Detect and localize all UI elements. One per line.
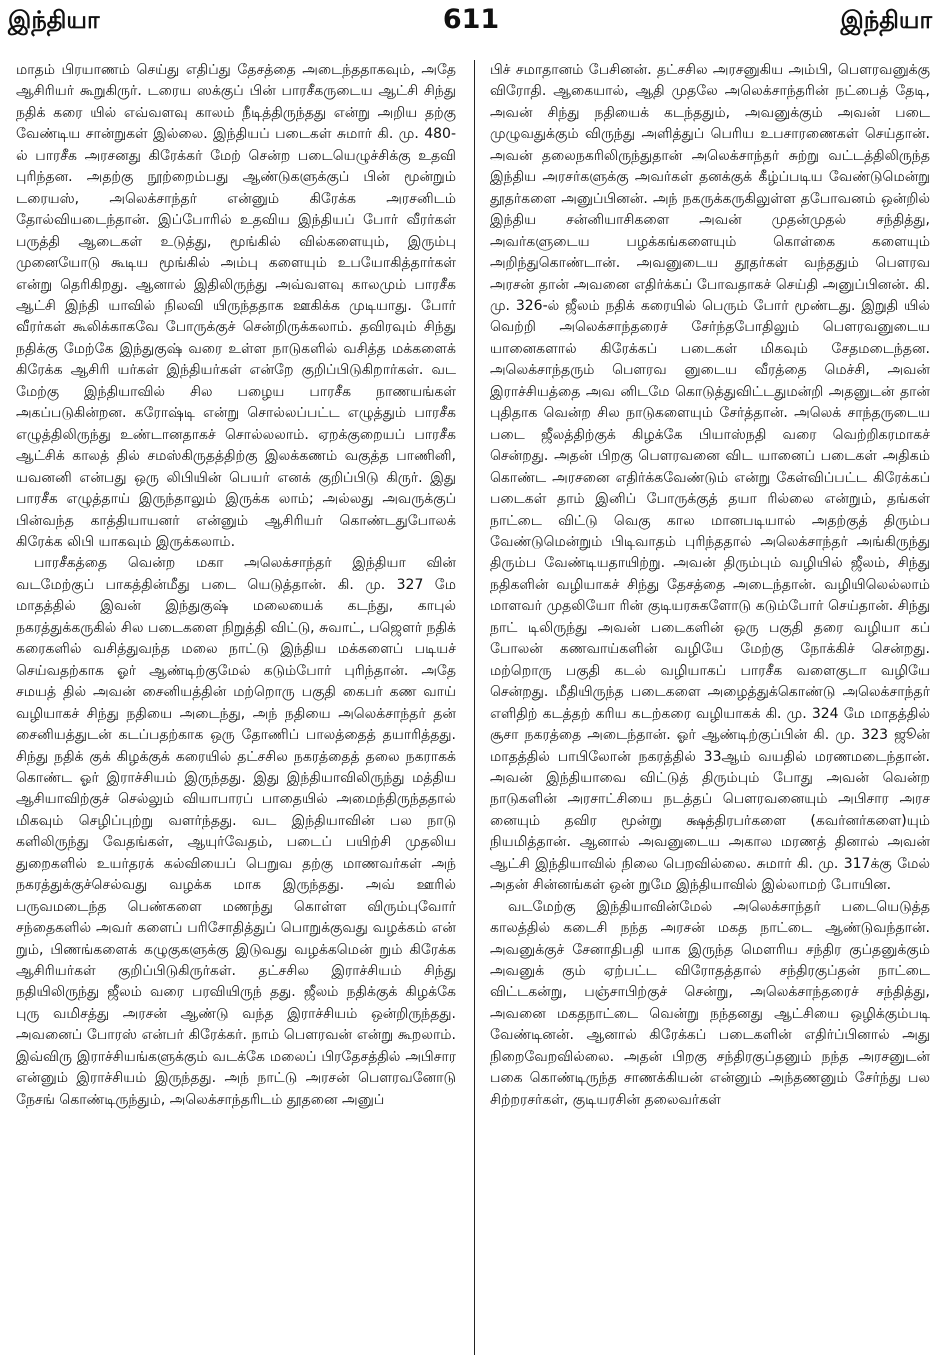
header-right-title: இந்தியா	[840, 6, 932, 34]
right-paragraph-2: வடமேற்கு இந்தியாவின்மேல் அலெக்சாந்தர் படையெடுத்த காலத்தில் கடைசி நந்த அரசன் மகத நாட்டை ஆண்டுவந்தான். அவனுக்குச் சேனாதிபதி யாக இருந்த மௌரிய சந்திர குப்தனுக்கும் அவனுக் கும் ஏற்பட்ட விரோதத்தால் சந்திரகுப்தன் நாட்டை விட்டகன்று, பஞ்சாபிற்குச் சென்று, அலெக்சாந்தரைச் சந்தித்து, அவனை மகதநாட்டை வென்று நந்தனது ஆட்சியை ஒழிக்கும்படி வேண்டினன். ஆனால் கிரேக்கப் படைகளின் எதிர்ப்பினால் அது நிறைவேறவில்லை. அதன் பிறகு சந்திரகுப்தனும் நந்த அரசனுடன் பகை கொண்டிருந்த சாணக்கியன் என்னும் அந்தணனும் சேர்ந்து பல சிற்றரசர்கள், குடியரசின் தலைவர்கள்	[490, 898, 930, 1108]
column-divider	[474, 60, 475, 1355]
page-header	[0, 0, 942, 48]
left-paragraph-2: பாரசீகத்தை வென்ற மகா அலெக்சாந்தர் இந்தியா வின் வடமேற்குப் பாகத்தின்மீது படை யெடுத்தான். கி. மு. 327 மே மாதத்தில் இவன் இந்துகுஷ் மலையைக் கடந்து, காபுல் நகரத்துக்கருகில் சில படைகளை நிறுத்தி விட்டு, சுவாட், பஜௌர் நதிக் கரைகளில் வசித்துவந்த மலை நாட்டு இந்திய மக்களைப் படியச் செய்வதற்காக ஓர் ஆண்டிற்குமேல் கடும்போர் புரிந்தான். அதே சமயத் தில் அவன் சைனியத்தின் மற்றொரு பகுதி கைபர் கண வாய் வழியாகச் சிந்து நதியை அடைந்து, அந் நதியை அலெக்சாந்தர் தன் சைனியத்துடன் கடப்பதற்காக ஒரு தோணிப் பாலத்தைத் தயாரித்தது. சிந்து நதிக் குக் கிழக்குக் கரையில் தட்சசில நகரத்தைத் தலை நகராகக் கொண்ட ஓர் இராச்சியம் இருந்தது. இது இந்தியாவிலிருந்து மத்திய ஆசியாவிற்குச் செல்லும் வியாபாரப் பாதையில் அமைந்திருந்ததால் மிகவும் செழிப்புற்று வளர்ந்தது. வட இந்தியாவின் பல நாடு களிலிருந்து வேதங்கள், ஆயுர்வேதம், படைப் பயிற்சி முதலிய துறைகளில் உயர்தரக் கல்வியைப் பெறுவ தற்கு மாணவர்கள் அந் நகரத்துக்குச்செல்வது வழக்க மாக இருந்தது. அவ் ஊரில் பருவமடைந்த பெண்களை மணந்து கொள்ள விரும்புவோர் சந்தைகளில் அவர் களைப் பரிசோதித்துப் பொறுக்குவது வழக்கம் என் றும், பிணங்களைக் கழுகுகளுக்கு இடுவது வழக்கமென் றும் கிரேக்க ஆசிரியர்கள் குறிப்பிடுகிருர்கள். தட்சசில இராச்சியம் சிந்து நதியிலிருந்து ஜீலம் வரை பரவியிருந் தது. ஜீலம் நதிக்குக் கிழக்கே புரு வமிசத்து அரசன் ஆண்டு வந்த இராச்சியம் ஒன்றிருந்தது. அவனைப் போரஸ் என்பர் கிரேக்கர். நாம் பௌரவன் என்று கூறலாம். இவ்விரு இராச்சியங்களுக்கும் வடக்கே மலைப் பிரதேசத்தில் அபிசார என்னும் இராச்சியம் இருந்தது. அந் நாட்டு அரசன் பௌரவனோடு நேசங் கொண்டிருந்தும், அலெக்சாந்தரிடம் தூதனை அனுப்	[16, 555, 456, 1108]
header-left-title: இந்தியா	[8, 6, 100, 34]
left-paragraph-1: மாதம் பிரயாணம் செய்து எதிப்து தேசத்தை அடைந்ததாகவும், அதே ஆசிரியர் கூறுகிருர். டரைய ஸக்குப் பின் பாரசீகருடைய ஆட்சி சிந்து நதிக் கரை யில் எவ்வளவு காலம் நீடித்திருந்தது என்று அறிய தற்கு வேண்டிய சான்றுகள் இல்லை. இந்தியப் படைகள் சுமார் கி. மு. 480-ல் பாரசீக அரசனது கிரேக்கர் மேற் சென்ற படையெழுச்சிக்கு உதவி புரிந்தன. அதற்கு நூற்றைம்பது ஆண்டுகளுக்குப் பின் மூன்றும் டரையஸ், அலெக்சாந்தர் என்னும் கிரேக்க அரசனிடம் தோல்வியடைந்தான். இப்போரில் உதவிய இந்தியப் போர் வீரர்கள் பருத்தி ஆடைகள் உடுத்து, மூங்கில் வில்களையும், இரும்பு முனையோடு கூடிய மூங்கில் அம்பு களையும் உபயோகித்தார்கள் என்று தெரிகிறது. ஆனால் இதிலிருந்து அவ்வளவு காலமும் பாரசீக ஆட்சி இந்தி யாவில் நிலவி யிருந்ததாக ஊகிக்க முடியாது. போர் வீரர்கள் கூலிக்காகவே போருக்குச் சென்றிருக்கலாம். தவிரவும் சிந்து நதிக்கு மேற்கே இந்துகுஷ் வரை உள்ள நாடுகளில் வசித்த மக்களைக் கிரேக்க ஆசிரி யர்கள் இந்தியர்கள் என்றே குறிப்பிடுகிறார்கள். வட மேற்கு இந்தியாவில் சில பழைய பாரசீக நாணயங்கள் அகப்படுகின்றன. கரோஷ்டி என்று சொல்லப்பட்ட எழுத்தும் பாரசீக எழுத்திலிருந்து உண்டானதாகச் சொல்லலாம். ஏறக்குறையப் பாரசீக ஆட்சிக் காலத் தில் சமஸ்கிருதத்திற்கு இலக்கணம் வகுத்த பாணினி, யவனனி என்பது ஒரு லிபியின் பெயர் எனக் குறிப்பிடு கிருர். இது பாரசீக எழுத்தாய் இருந்தாலும் இருக்க லாம்; அல்லது அவருக்குப் பின்வந்த காத்தியாயனர் என்னும் ஆசிரியர் கொண்டதுபோலக் கிரேக்க லிபி யாகவும் இருக்கலாம்.	[16, 62, 456, 550]
right-paragraph-1: பிச் சமாதானம் பேசினன். தட்சசில அரசனுகிய அம்பி, பௌரவனுக்கு விரோதி. ஆகையால், ஆதி முதலே அலெக்சாந்தரின் நட்பைத் தேடி, அவன் சிந்து நதியைக் கடந்ததும், அவனுக்கும் அவன் படை முழுவதுக்கும் விருந்து அளித்துப் பெரிய உபசாரணைகள் செய்தான். அவன் தலைநகரிலிருந்துதான் அலெக்சாந்தர் சுற்று வட்டத்திலிருந்த இந்திய அரசர்களுக்கு அவர்கள் தனக்குக் கீழ்ப்படிய வேண்டுமென்று தூதர்களை அனுப்பினன். அந் நகருக்கருகிலுள்ள தபோவனம் ஒன்றில் இந்திய சன்னியாசிகளை அவன் முதன்முதல் சந்தித்து, அவர்களுடைய பழக்கங்களையும் கொள்கை களையும் அறிந்துகொண்டான். அவனுடைய தூதர்கள் வந்ததும் பௌரவ அரசன் தான் அவனை எதிர்க்கப் போவதாகச் செய்தி அனுப்பினன். கி. மு. 326-ல் ஜீலம் நதிக் கரையில் பெரும் போர் மூண்டது. இறுதி யில் வெற்றி அலெக்சாந்தரைச் சேர்ந்தபோதிலும் பௌரவனுடைய யானைகளால் கிரேக்கப் படைகள் மிகவும் சேதமடைந்தன. அலெக்சாந்தரும் பௌரவ னுடைய வீரத்தை மெச்சி, அவன் இராச்சியத்தை அவ னிடமே கொடுத்துவிட்டதுமன்றி அதனுடன் தான் புதிதாக வென்ற சில நாடுகளையும் சேர்த்தான். அலெக் சாந்தருடைய படை ஜீலத்திற்குக் கிழக்கே பியாஸ்நதி வரை வெற்றிகரமாகச் சென்றது. அதன் பிறகு பௌரவனை விட யானைப் படைகள் அதிகம் கொண்ட அரசனை எதிர்க்கவேண்டும் என்று கேள்விப்பட்ட கிரேக்கப் படைகள் தாம் இனிப் போருக்குத் தயா ரில்லை என்றும், தங்கள் நாட்டை விட்டு வெகு கால மானபடியால் அதற்குத் திரும்ப வேண்டுமென்றும் பிடிவாதம் புரிந்ததால் அலெக்சாந்தர் அங்கிருந்து திரும்ப வேண்டியதாயிற்று. அவன் திரும்பும் வழியில் ஜீலம், சிந்து நதிகளின் வழியாகச் சிந்து தேசத்தை அடைந்தான். வழியிலெல்லாம் மாளவர் முதலியோ ரின் குடியரசுகளோடு கடும்போர் செய்தான். சிந்து நாட் டிலிருந்து அவன் படைகளின் ஒரு பகுதி தரை வழியா கப் போலன் கணவாய்களின் வழியே மேற்கு நோக்கிச் சென்றது. மற்றொரு பகுதி கடல் வழியாகப் பாரசீக வளைகுடா வழியே சென்றது. மீதியிருந்த படைகளை அழைத்துக்கொண்டு அலெக்சாந்தர் எளிதிற் கடத்தற் கரிய கடற்கரை வழியாகக் கி. மு. 324 மே மாதத்தில் சூசா நகரத்தை அடைந்தான். ஓர் ஆண்டிற்குப்பின் கி. மு. 323 ஜூன் மாதத்தில் பாபிலோன் நகரத்தில் 33ஆம் வயதில் மரணமடைந்தான். அவன் இந்தியாவை விட்டுத் திரும்பும் போது அவன் வென்ற நாடுகளின் அரசாட்சியை நடத்தப் பௌரவனையும் அபிசார அரச னையும் தவிர மூன்று க்ஷத்திரபர்களை (கவர்னர்களை)யும் நியமித்தான். ஆனால் அவனுடைய அகால மரணத் தினால் அவன் ஆட்சி இந்தியாவில் நிலை பெறவில்லை. சுமார் கி. மு. 317க்கு மேல் அதன் சின்னங்கள் ஒன் றுமே இந்தியாவில் இல்லாமற் போயின.	[490, 62, 930, 894]
page-number: 611	[442, 4, 500, 35]
right-column	[490, 60, 930, 1358]
left-column	[16, 60, 456, 1358]
